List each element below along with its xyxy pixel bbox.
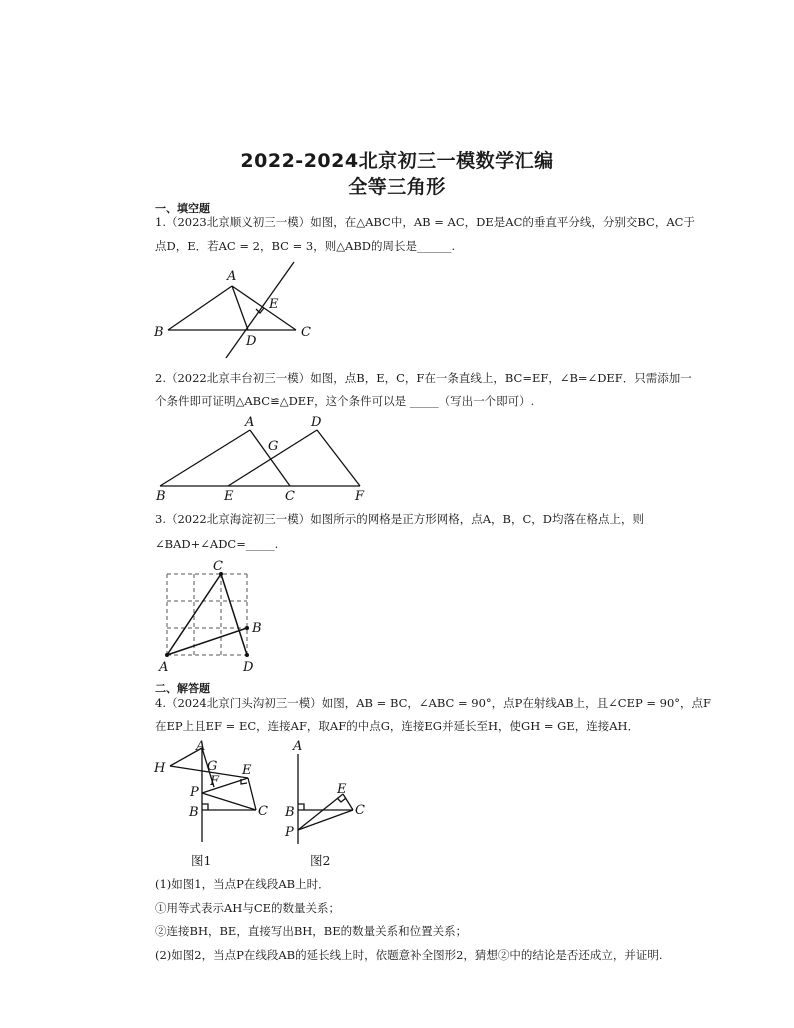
q1-triangle-figure: [150, 258, 320, 363]
q4-fig1-label-p: P: [190, 785, 199, 800]
q4-fig1-label-g: G: [207, 759, 218, 774]
q2-label-c: C: [285, 489, 295, 504]
q4-text-line2: 在EP上且EF = EC，连接AF，取AF的中点G，连接EG并延长至H，使GH = GE，连接AH．: [155, 719, 640, 733]
q2-label-e: E: [224, 489, 234, 504]
q1-text-line2: 点D，E．若AC = 2，BC = 3，则△ABD的周长是______.: [155, 239, 456, 253]
q4-part2: (2)如图2，当点P在线段AB的延长线上时，依题意补全图形2，猜想②中的结论是否还成立，并证明.: [155, 948, 663, 962]
q3-label-a: A: [159, 660, 169, 675]
q4-fig2-label-b: B: [285, 805, 295, 820]
q2-triangles-figure: [150, 412, 380, 504]
q4-fig2-label-e: E: [337, 782, 347, 797]
q4-figure-2: [280, 738, 380, 848]
q3-text-line2: ∠BAD+∠ADC=_____.: [155, 537, 279, 551]
q4-fig2-label-c: C: [355, 803, 365, 818]
q2-label-b: B: [156, 489, 166, 504]
q4-fig2-label-a: A: [293, 739, 303, 754]
q1-label-c: C: [301, 325, 311, 340]
q4-fig1-label-f: F: [210, 774, 220, 789]
q4-fig1-label-b: B: [189, 805, 199, 820]
q2-text-line2: 个条件即可证明△ABC≌△DEF，这个条件可以是 _____（写出一个即可）.: [155, 394, 535, 408]
q4-fig1-label-e: E: [242, 763, 252, 778]
q2-text-line1: 2.（2022北京丰台初三一模）如图，点B，E，C，F在一条直线上，BC=EF，∠B=∠DEF．只需添加一: [155, 371, 692, 385]
q4-part1b: ②连接BH，BE，直接写出BH，BE的数量关系和位置关系；: [155, 924, 468, 938]
q1-label-e: E: [269, 297, 279, 312]
q4-fig1-label-c: C: [258, 804, 268, 819]
q4-fig2-label-p: P: [285, 825, 294, 840]
q3-label-b: B: [252, 621, 262, 636]
q2-label-d: D: [311, 415, 322, 430]
q4-part1: (1)如图1，当点P在线段AB上时．: [155, 877, 330, 891]
document-subtitle: 全等三角形: [348, 176, 446, 198]
document-title: 2022-2024北京初三一模数学汇编: [240, 150, 554, 172]
q3-label-c: C: [213, 559, 223, 574]
q4-text-line1: 4.（2024北京门头沟初三一模）如图，AB = BC，∠ABC = 90°，点P在射线AB上，且∠CEP = 90°，点F: [155, 696, 712, 710]
section-solutions: 二、解答题: [155, 682, 210, 695]
q4-fig1-label-a: A: [196, 739, 206, 754]
q3-text-line1: 3.（2022北京海淀初三一模）如图所示的网格是正方形网格，点A，B，C，D均落在格点上，则: [155, 512, 645, 526]
q1-label-d: D: [246, 334, 257, 349]
section-fill-in-blank: 一、填空题: [155, 202, 210, 215]
q1-label-a: A: [227, 269, 237, 284]
fig1-caption: 图1: [191, 853, 212, 868]
q1-label-b: B: [154, 325, 164, 340]
q4-figure-1: [150, 738, 280, 848]
q2-label-g: G: [268, 439, 279, 454]
q3-label-d: D: [243, 660, 254, 675]
q4-fig1-label-h: H: [154, 761, 166, 776]
fig2-caption: 图2: [310, 853, 331, 868]
q4-part1a: ①用等式表示AH与CE的数量关系；: [155, 901, 341, 915]
q3-grid-figure: [155, 558, 275, 676]
q2-label-f: F: [355, 489, 365, 504]
q1-text-line1: 1.（2023北京顺义初三一模）如图，在△ABC中，AB = AC，DE是AC的垂直平分线，分别交BC，AC于: [155, 215, 695, 229]
q2-label-a: A: [245, 415, 255, 430]
